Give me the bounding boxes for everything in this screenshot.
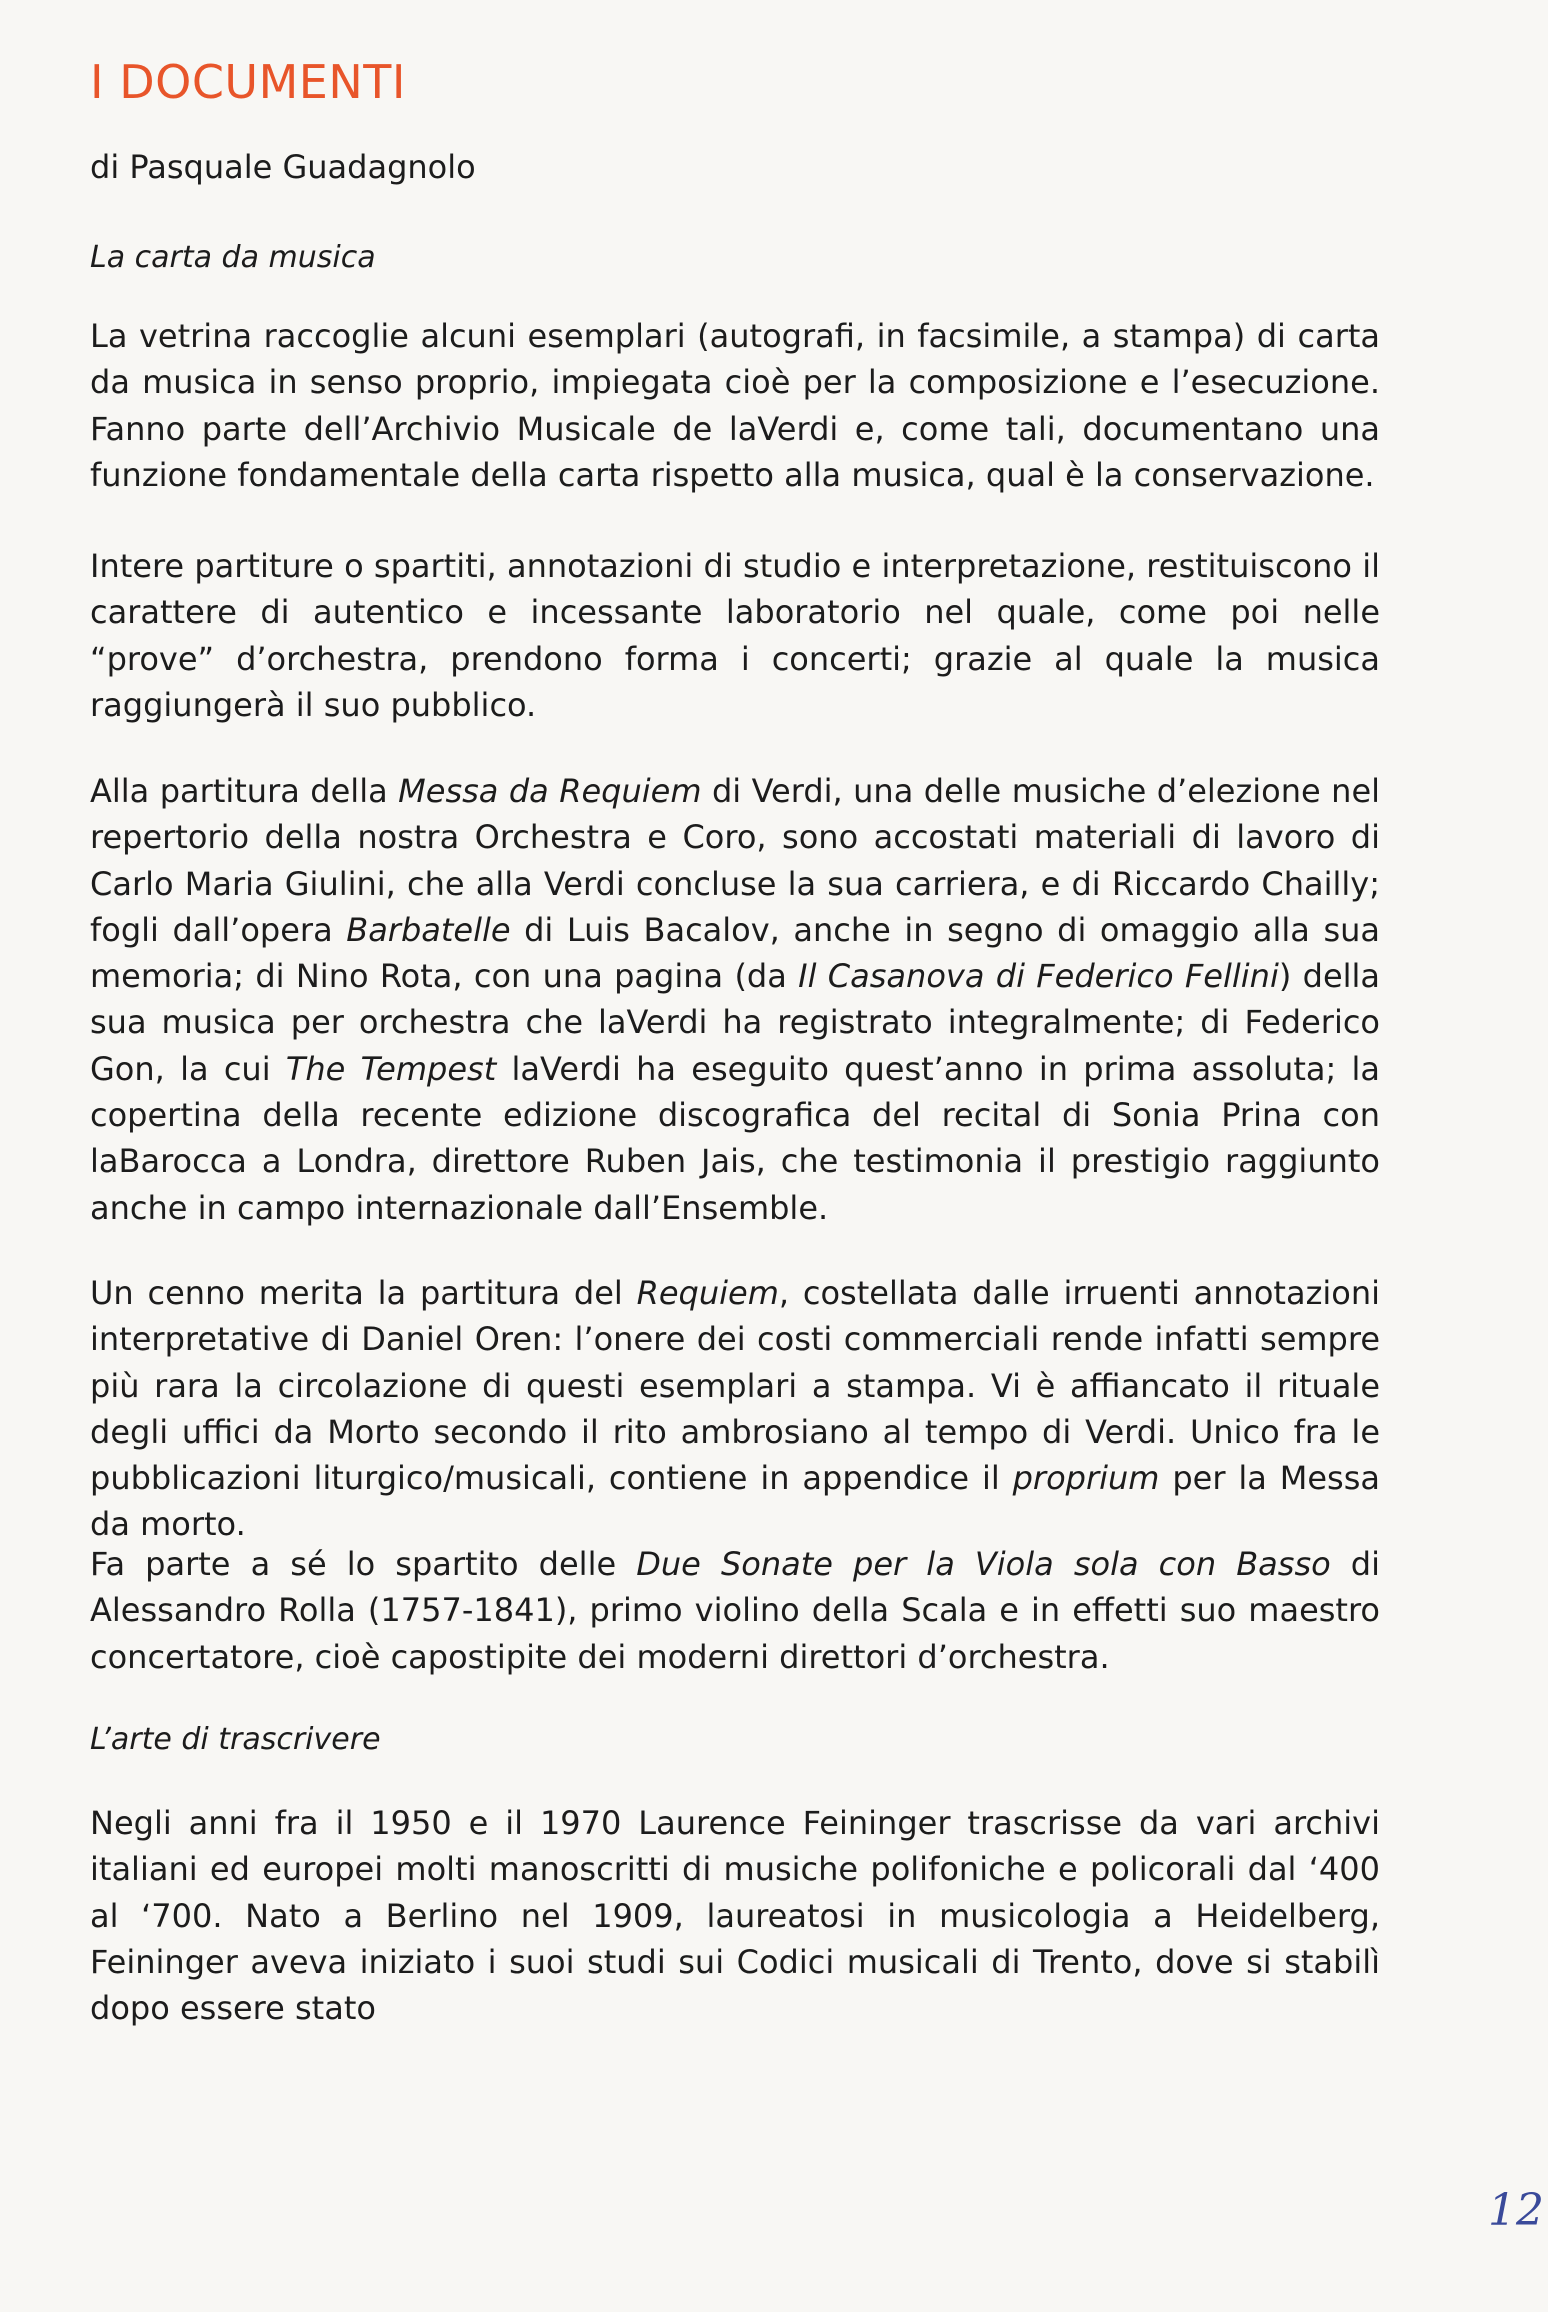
paragraph-6: Negli anni fra il 1950 e il 1970 Laurence Feininger trascrisse da vari archivi italiani ed europei molti manoscritti di musiche polifoniche e policorali dal ‘400 al ‘700. Nato a Berlino nel 1909, laureatosi in musicologia a Heidelberg, Feininger aveva iniziato i suoi studi sui Codici musicali di Trento, dove si stabilì dopo essere stato bbox=[90, 1804, 1380, 2028]
section-title-carta: La carta da musica bbox=[90, 240, 376, 275]
page-number: 12 bbox=[1488, 2185, 1544, 2236]
section-title-trascrivere: L’arte di trascrivere bbox=[90, 1722, 381, 1757]
author-line: di Pasquale Guadagnolo bbox=[90, 148, 476, 186]
page-title: I DOCUMENTI bbox=[90, 55, 406, 109]
paragraph-2: Intere partiture o spartiti, annotazioni di studio e interpretazione, restituiscono il carattere di autentico e incessante laboratorio nel quale, come poi nelle “prove” d’orchestra, prendono forma i concerti; grazie al quale la musica raggiungerà il suo pubblico. bbox=[90, 547, 1380, 724]
paragraph-5: Fa parte a sé lo spartito delle Due Sonate per la Viola sola con Basso di Alessandro Rolla (1757-1841), primo violino della Scala e in effetti suo maestro concertatore, cioè capostipite dei moderni direttori d’orchestra. bbox=[90, 1545, 1381, 1676]
paragraph-4: Un cenno merita la partitura del Requiem, costellata dalle irruenti annotazioni interpretative di Daniel Oren: l’onere dei costi commerciali rende infatti sempre più rara la circolazione di questi esemplari a stampa. Vi è affiancato il rituale degli uffici da Morto secondo il rito ambrosiano al tempo di Verdi. Unico fra le pubblicazioni liturgico/musicali, contiene in appendice il proprium per la Messa da morto. bbox=[90, 1274, 1381, 1544]
paragraph-1: La vetrina raccoglie alcuni esemplari (autografi, in facsimile, a stampa) di carta da musica in senso proprio, impiegata cioè per la composizione e l’esecuzione. Fanno parte dell’Archivio Musicale de laVerdi e, come tali, documentano una funzione fondamentale della carta rispetto alla musica, qual è la conservazione. bbox=[90, 317, 1380, 494]
paragraph-3: Alla partitura della Messa da Requiem di Verdi, una delle musiche d’elezione nel repertorio della nostra Orchestra e Coro, sono accostati materiali di lavoro di Carlo Maria Giulini, che alla Verdi concluse la sua carriera, e di Riccardo Chailly; fogli dall’opera Barbatelle di Luis Bacalov, anche in segno di omaggio alla sua memoria; di Nino Rota, con una pagina (da Il Casanova di Federico Fellini) della sua musica per orchestra che laVerdi ha registrato integralmente; di Federico Gon, la cui The Tempest laVerdi ha eseguito quest’anno in prima assoluta; la copertina della recente edizione discografica del recital di Sonia Prina con laBarocca a Londra, direttore Ruben Jais, che testimonia il prestigio raggiunto anche in campo internazionale dall’Ensemble. bbox=[90, 772, 1381, 1227]
